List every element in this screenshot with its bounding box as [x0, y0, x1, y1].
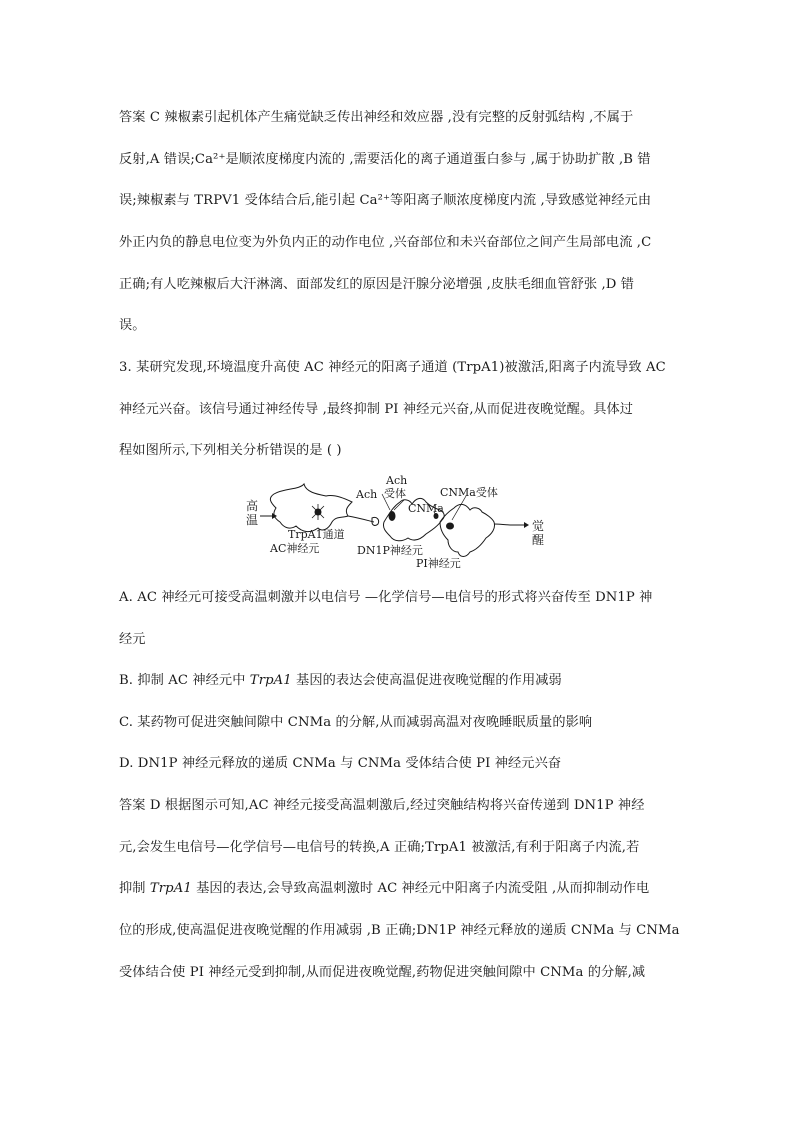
answer-1-line-1: 答案 C 辣椒素引起机体产生痛觉缺乏传出神经和效应器 ,没有完整的反射弧结构 ,不属于: [119, 110, 634, 125]
label-cnma: CNMa: [408, 502, 444, 515]
answer-1-line-3: 误;辣椒素与 TRPV1 受体结合后,能引起 Ca²⁺等阳离子顺浓度梯度内流 ,导致感觉神经元由: [119, 193, 652, 208]
pi-axon: [494, 524, 512, 525]
label-dn1p-neuron: DN1P神经元: [357, 544, 423, 557]
answer-1-line-6: 误。: [119, 318, 146, 333]
label-pi-neuron: PI神经元: [416, 557, 461, 570]
option-a-line-1: A. AC 神经元可接受高温刺激并以电信号 —化学信号—电信号的形式将兴奋传至 DN1P 神: [119, 590, 653, 605]
ach-receptor-mark: [389, 511, 396, 521]
option-a-line-2: 经元: [119, 632, 146, 647]
option-c: C. 某药物可促进突触间隙中 CNMa 的分解,从而减弱高温对夜晚睡眠质量的影响: [119, 715, 593, 730]
option-b-post: 基因的表达会使高温促进夜晚觉醒的作用减弱: [291, 673, 562, 688]
answer-2-line-3: [119, 881, 649, 897]
answer-1-line-2: 反射,A 错误;Ca²⁺是顺浓度梯度内流的 ,需要活化的离子通道蛋白参与 ,属于协助扩散 ,B 错: [119, 152, 651, 167]
label-high-temp-2: 温: [246, 513, 259, 527]
answer-2-line-5: 受体结合使 PI 神经元受到抑制,从而促进夜晚觉醒,药物促进突触间隙中 CNMa 的分解,减: [119, 965, 646, 980]
answer-2-line-3-pre: 抑制: [119, 881, 150, 896]
answer-1-line-5: 正确;有人吃辣椒后大汗淋漓、面部发红的原因是汗腺分泌增强 ,皮肤毛细血管舒张 ,D 错: [119, 277, 635, 292]
label-ach: Ach: [356, 488, 378, 501]
answer-2-line-2: 元,会发生电信号—化学信号—电信号的转换,A 正确;TrpA1 被激活,有利于阳离子内流,若: [119, 840, 640, 855]
label-cnma-receptor: CNMa受体: [440, 486, 498, 499]
label-ach-receptor-2: 受体: [384, 487, 406, 500]
trpa1-channel-icon: [312, 504, 324, 520]
question-3-line-3: 程如图所示,下列相关分析错误的是 ( ): [119, 443, 342, 458]
pi-neuron-body: [440, 504, 495, 556]
answer-1-line-4: 外正内负的静息电位变为外负内正的动作电位 ,兴奋部位和未兴奋部位之间产生局部电流 ,C: [119, 235, 652, 250]
option-b: [119, 673, 562, 689]
question-3-line-2: 神经元兴奋。该信号通过神经传导 ,最终抑制 PI 神经元兴奋,从而促进夜晚觉醒。具体过: [119, 402, 634, 417]
label-wake-1: 觉: [532, 519, 545, 533]
answer-2-line-3-post: 基因的表达,会导致高温刺激时 AC 神经元中阳离子内流受阻 ,从而抑制动作电: [191, 881, 650, 896]
question-3-line-1: 3. 某研究发现,环境温度升高使 AC 神经元的阳离子通道 (TrpA1)被激活,阳离子内流导致 AC: [119, 360, 666, 375]
option-b-pre: B. 抑制 AC 神经元中: [119, 673, 250, 688]
label-high-temp-1: 高: [246, 499, 259, 513]
ac-axon: [348, 516, 374, 522]
ac-neuron-body: [270, 484, 352, 532]
neuron-pathway-diagram: [244, 472, 554, 572]
answer-2-line-1: 答案 D 根据图示可知,AC 神经元接受高温刺激后,经过突触结构将兴奋传递到 DN1P 神经: [119, 798, 645, 813]
label-ach-receptor-1: Ach: [386, 474, 408, 487]
option-d: D. DN1P 神经元释放的递质 CNMa 与 CNMa 受体结合使 PI 神经元兴奋: [119, 756, 562, 771]
option-b-gene: TrpA1: [249, 673, 292, 688]
cnma-receptor-mark: [446, 523, 454, 530]
label-ac-neuron: AC神经元: [270, 542, 320, 555]
answer-2-line-4: 位的形成,使高温促进夜晚觉醒的作用减弱 ,B 正确;DN1P 神经元释放的递质 CNMa 与 CNMa: [119, 923, 680, 938]
label-trpa1: TrpA1通道: [288, 528, 345, 541]
label-wake-2: 醒: [532, 533, 545, 547]
answer-2-line-3-gene: TrpA1: [149, 881, 192, 896]
